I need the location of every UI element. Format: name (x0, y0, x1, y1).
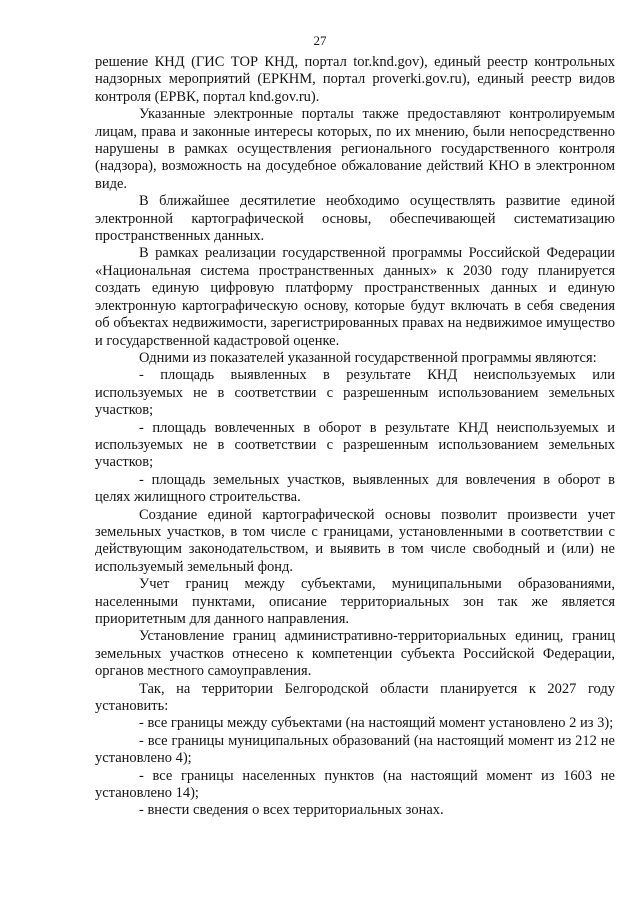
paragraph: В рамках реализации государственной программы Российской Федерации «Национальная система пространственных данных» к 2030 году планируется создать единую цифровую платформу пространственных данных и единую электронную картографическую основу, которые будут включать в себя сведения об объектах недвижимости, зарегистрированных правах на недвижимое имущество и государственной кадастровой оценке. (95, 245, 615, 349)
paragraph: Так, на территории Белгородской области планируется к 2027 году установить: (95, 680, 615, 715)
page-number: 27 (313, 33, 327, 48)
paragraph: - площадь вовлеченных в оборот в результате КНД неиспользуемых и используемых не в соответствии с разрешенным использованием земельных участков; (95, 419, 615, 471)
paragraph: В ближайшее десятилетие необходимо осуществлять развитие единой электронной картографической основы, обеспечивающей систематизацию пространственных данных. (95, 193, 615, 245)
paragraph: - площадь выявленных в результате КНД неиспользуемых или используемых не в соответствии с разрешенным использованием земельных участков; (95, 367, 615, 419)
paragraph: - все границы муниципальных образований (на настоящий момент из 212 не установлено 4); (95, 732, 615, 767)
paragraph: Одними из показателей указанной государственной программы являются: (139, 349, 597, 366)
paragraph: - площадь земельных участков, выявленных для вовлечения в оборот в целях жилищного строительства. (95, 471, 615, 506)
paragraph: Учет границ между субъектами, муниципальными образованиями, населенными пунктами, описание территориальных зон так же является приоритетным для данного направления. (95, 576, 615, 627)
paragraph: - внести сведения о всех территориальных зонах. (139, 802, 444, 819)
paragraph: решение КНД (ГИС ТОР КНД, портал tor.knd.gov), единый реестр контрольных надзорных мероприятий (ЕРКНМ, портал proverki.gov.ru), единый реестр видов контроля (ЕРВК, портал knd.gov.ru). (95, 54, 615, 105)
paragraph: Создание единой картографической основы позволит произвести учет земельных участков, в том числе с границами, установленными в соответствии с действующим законодательством, и выявить в том числе свободный и (или) не используемый земельный фонд. (95, 506, 615, 575)
paragraph: Указанные электронные порталы также предоставляют контролируемым лицам, права и законные интересы которых, по их мнению, были непосредственно нарушены в рамках осуществления регионального государственного контроля (надзора), возможность на досудебное обжалование действий КНО в электронном виде. (95, 106, 615, 192)
paragraph: Установление границ административно-территориальных единиц, границ земельных участков отнесено к компетенции субъекта Российской Федерации, органов местного самоуправления. (95, 628, 615, 680)
paragraph: - все границы населенных пунктов (на настоящий момент из 1603 не установлено 14); (95, 767, 615, 802)
document-body (95, 54, 615, 820)
paragraph: - все границы между субъектами (на настоящий момент установлено 2 из 3); (139, 715, 614, 732)
